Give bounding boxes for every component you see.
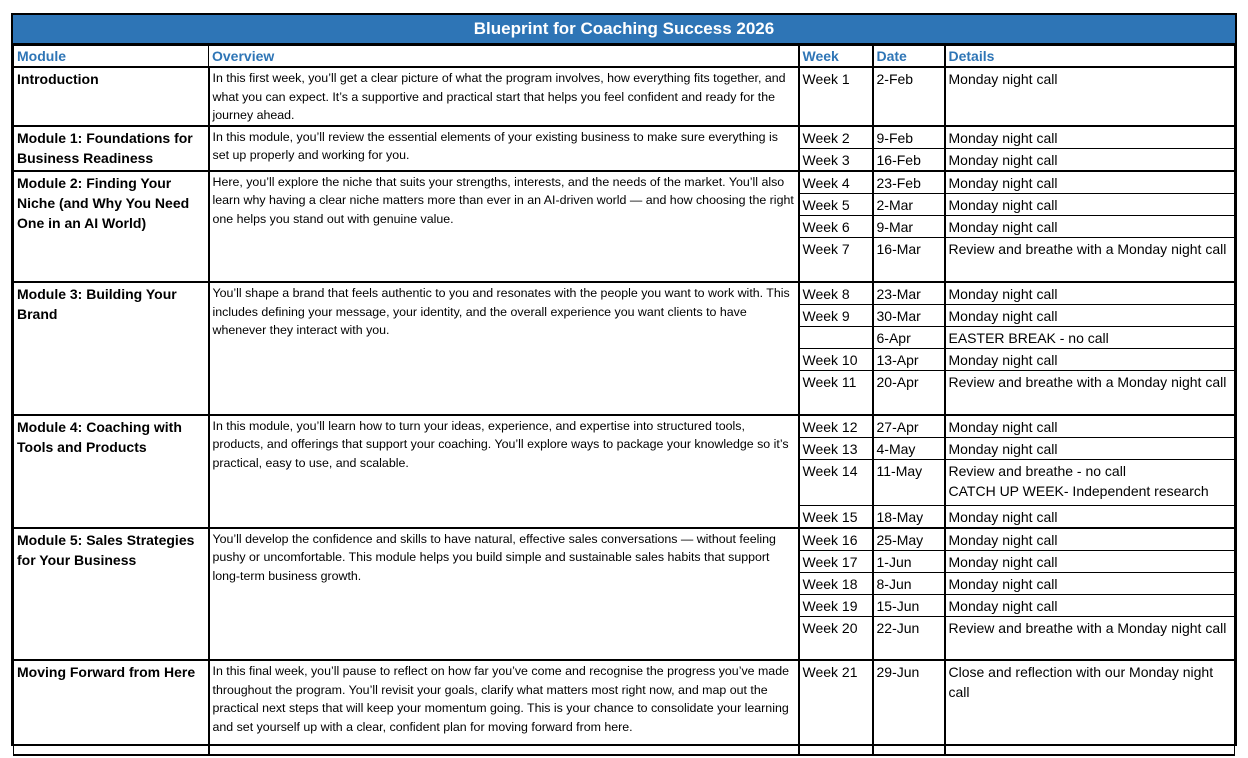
module-overview: You’ll develop the confidence and skills to have natural, effective sales conversations — without feeling pushy or uncomfortable. This module helps you build simple and sustainable sales habits that support long-term business growth. [209, 528, 799, 661]
week-cell: Week 8 [799, 282, 873, 305]
details-text: Monday night call [948, 597, 1058, 614]
details-cell [945, 193, 1235, 215]
module-name: Module 2: Finding Your Niche (and Why You Need One in an AI World) [14, 171, 209, 283]
details-cell [945, 282, 1235, 305]
table-row [14, 415, 1235, 438]
date-cell: 18-May [873, 505, 945, 528]
details-cell [945, 415, 1235, 438]
details-text: Review and breathe with a Monday night call [948, 619, 1227, 636]
details-text: Monday night call [948, 151, 1058, 168]
week-cell: Week 14 [799, 459, 873, 505]
date-cell: 15-Jun [873, 594, 945, 616]
details-cell [945, 528, 1235, 551]
module-overview: In this module, you’ll learn how to turn your ideas, experience, and expertise into structured tools, products, and offerings that support your coaching. You’ll explore ways to package your knowledge so it’s practical, easy to use, and scalable. [209, 415, 799, 528]
week-cell: Week 7 [799, 237, 873, 282]
date-cell: 20-Apr [873, 371, 945, 415]
date-cell: 29-Jun [873, 660, 945, 755]
week-cell: Week 11 [799, 371, 873, 415]
header-week: Week [799, 46, 873, 68]
header-overview: Overview [209, 46, 799, 68]
details-cell [945, 171, 1235, 194]
details-text: Monday night call [948, 352, 1058, 368]
details-text: Monday night call [948, 218, 1058, 235]
date-cell: 22-Jun [873, 616, 945, 660]
schedule-body [14, 67, 1235, 755]
week-cell: Week 10 [799, 349, 873, 371]
details-cell [945, 550, 1235, 572]
module-name: Module 5: Sales Strategies for Your Business [14, 528, 209, 661]
schedule-table [13, 45, 1235, 756]
details-text: Monday night call [948, 418, 1058, 435]
date-cell: 9-Mar [873, 215, 945, 237]
week-cell: Week 5 [799, 193, 873, 215]
table-row [14, 171, 1235, 194]
date-cell: 1-Jun [873, 550, 945, 572]
week-cell: Week 17 [799, 550, 873, 572]
details-text: Monday night call [948, 129, 1058, 146]
week-cell: Week 16 [799, 528, 873, 551]
date-cell: 27-Apr [873, 415, 945, 438]
table-row [14, 126, 1235, 149]
date-cell: 9-Feb [873, 126, 945, 149]
module-overview: Here, you’ll explore the niche that suits your strengths, interests, and the needs of the market. You’ll also learn why having a clear niche matters more than ever in an AI-driven world — and how choosing the right one helps you stand out with genuine value. [209, 171, 799, 283]
week-cell [799, 327, 873, 349]
module-name: Module 4: Coaching with Tools and Products [14, 415, 209, 528]
details-text: Monday night call [948, 508, 1058, 525]
details-cell [945, 237, 1235, 282]
details-cell [945, 67, 1235, 126]
details-text: EASTER BREAK - no call [948, 330, 1109, 346]
date-cell: 2-Mar [873, 193, 945, 215]
sheet-title: Blueprint for Coaching Success 2026 [13, 15, 1235, 45]
week-cell: Week 6 [799, 215, 873, 237]
week-cell: Week 13 [799, 437, 873, 459]
details-text: Monday night call [948, 174, 1058, 191]
details-text: Monday night call [948, 196, 1058, 213]
details-text: Review and breathe with a Monday night call [948, 374, 1227, 390]
date-cell: 4-May [873, 437, 945, 459]
week-cell: Week 1 [799, 67, 873, 126]
details-cell [945, 660, 1235, 755]
date-cell: 25-May [873, 528, 945, 551]
module-name: Module 1: Foundations for Business Readiness [14, 126, 209, 171]
details-cell [945, 148, 1235, 171]
date-cell: 11-May [873, 459, 945, 505]
module-overview: In this module, you’ll review the essential elements of your existing business to make sure everything is set up properly and working for you. [209, 126, 799, 171]
week-cell: Week 2 [799, 126, 873, 149]
details-text: Monday night call [948, 308, 1058, 324]
table-row [14, 67, 1235, 126]
details-text: Monday night call [948, 286, 1058, 302]
week-cell: Week 18 [799, 572, 873, 594]
details-cell [945, 349, 1235, 371]
details-text: Monday night call [948, 575, 1058, 592]
date-cell: 16-Mar [873, 237, 945, 282]
date-cell: 6-Apr [873, 327, 945, 349]
details-cell [945, 126, 1235, 149]
details-text: Monday night call [948, 553, 1058, 570]
details-text: Close and reflection with our Monday night call [948, 664, 1214, 700]
date-cell: 16-Feb [873, 148, 945, 171]
week-cell: Week 15 [799, 505, 873, 528]
details-cell [945, 305, 1235, 327]
module-overview: In this first week, you’ll get a clear picture of what the program involves, how everything fits together, and what you can expect. It’s a supportive and practical start that helps you feel confident and ready for the journey ahead. [209, 67, 799, 126]
week-cell: Week 12 [799, 415, 873, 438]
module-name: Moving Forward from Here [14, 660, 209, 755]
table-row [14, 660, 1235, 755]
details-text: Monday night call [948, 71, 1058, 87]
details-cell [945, 215, 1235, 237]
module-name: Module 3: Building Your Brand [14, 282, 209, 415]
table-row [14, 282, 1235, 305]
module-overview: You’ll shape a brand that feels authentic to you and resonates with the people you want to work with. This includes defining your message, your identity, and the overall experience you want clients to have whenever they interact with you. [209, 282, 799, 415]
header-date: Date [873, 46, 945, 68]
week-cell: Week 19 [799, 594, 873, 616]
week-cell: Week 20 [799, 616, 873, 660]
week-cell: Week 9 [799, 305, 873, 327]
table-row [14, 528, 1235, 551]
week-cell: Week 21 [799, 660, 873, 755]
header-module: Module [14, 46, 209, 68]
details-cell [945, 572, 1235, 594]
date-cell: 23-Mar [873, 282, 945, 305]
details-cell [945, 327, 1235, 349]
details-text: Review and breathe - no call [948, 462, 1126, 479]
details-text: Monday night call [948, 531, 1058, 548]
date-cell: 8-Jun [873, 572, 945, 594]
details-text: CATCH UP WEEK- Independent research [948, 482, 1209, 499]
details-cell [945, 459, 1235, 505]
details-text: Monday night call [948, 440, 1058, 457]
date-cell: 13-Apr [873, 349, 945, 371]
module-overview: In this final week, you’ll pause to reflect on how far you’ve come and recognise the progress you’ve made throughout the program. You’ll revisit your goals, clarify what matters most right now, and map out the practical next steps that will keep your momentum going. This is your chance to consolidate your learning and set yourself up with a clear, confident plan for moving forward from here. [209, 660, 799, 755]
module-name: Introduction [14, 67, 209, 126]
schedule-sheet [11, 13, 1237, 746]
date-cell: 2-Feb [873, 67, 945, 126]
details-cell [945, 505, 1235, 528]
details-cell [945, 371, 1235, 415]
details-cell [945, 594, 1235, 616]
header-details: Details [945, 46, 1235, 68]
details-cell [945, 437, 1235, 459]
date-cell: 23-Feb [873, 171, 945, 194]
details-text: Review and breathe with a Monday night call [948, 240, 1227, 257]
week-cell: Week 3 [799, 148, 873, 171]
week-cell: Week 4 [799, 171, 873, 194]
date-cell: 30-Mar [873, 305, 945, 327]
details-cell [945, 616, 1235, 660]
header-row [14, 46, 1235, 68]
